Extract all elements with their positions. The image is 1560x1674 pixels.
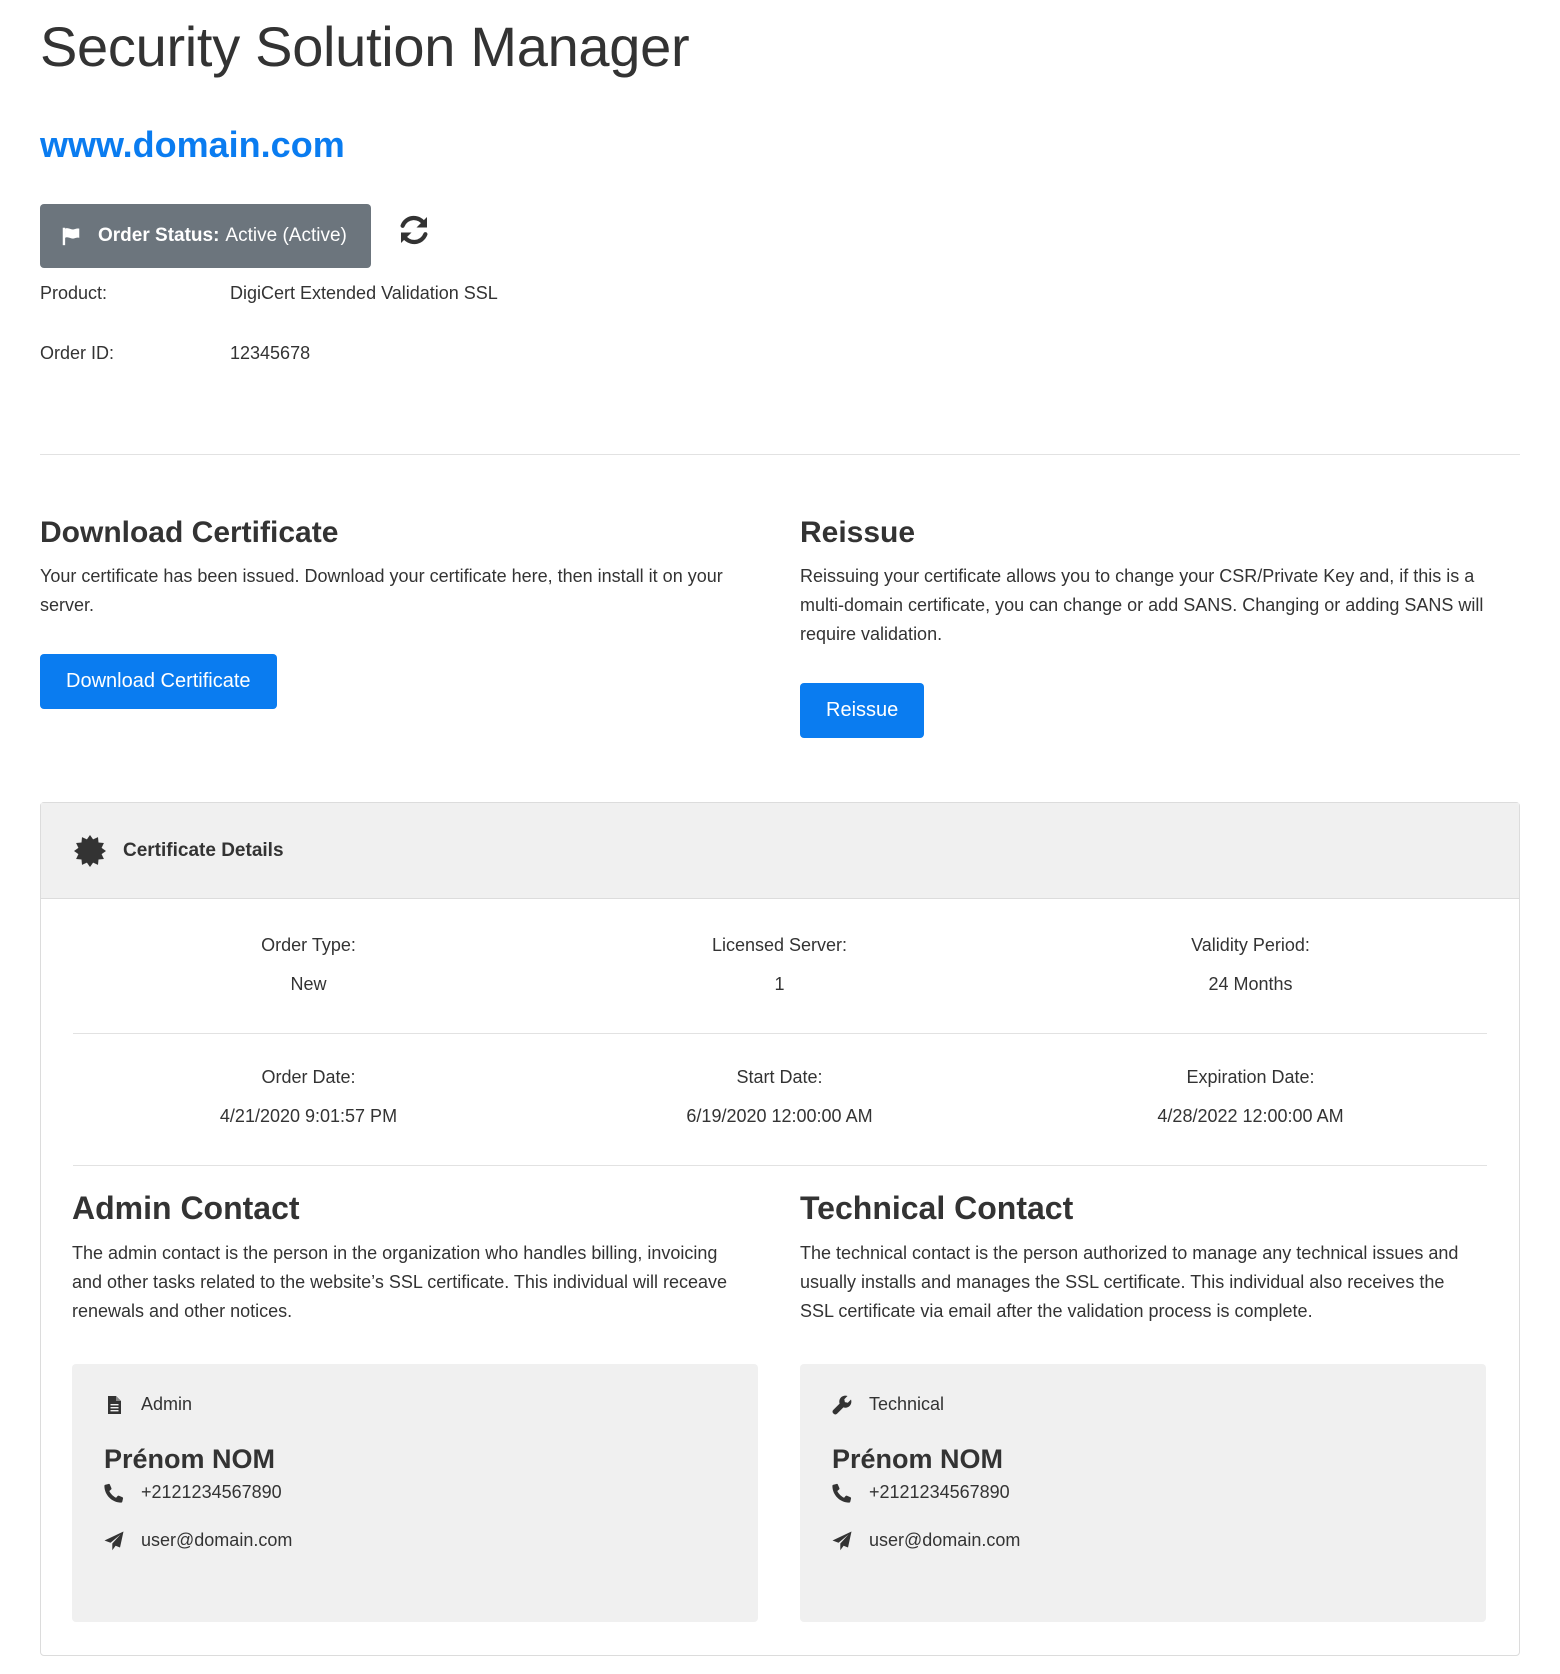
order-id-label: Order ID: — [40, 343, 115, 363]
admin-email-row — [104, 1530, 292, 1551]
product-label: Product: — [40, 283, 108, 303]
order-type-label: Order Type: — [261, 935, 356, 955]
admin-contact-name: Prénom NOM — [104, 1444, 276, 1474]
admin-role-row — [104, 1394, 192, 1415]
download-text: Your certificate has been issued. Download your certificate here, then install it on your server. — [40, 566, 723, 615]
order-id-value: 12345678 — [230, 343, 311, 363]
start-date-cell — [544, 1067, 1015, 1127]
technical-phone: +2121234567890 — [869, 1482, 1010, 1502]
details-divider — [73, 1165, 1487, 1166]
phone-icon — [832, 1483, 852, 1503]
reissue-text: Reissuing your certificate allows you to change your CSR/Private Key and, if this is a multi-domain certificate, you can change or add SANS. Changing or adding SANS will require validation. — [800, 566, 1484, 644]
download-certificate-section — [40, 516, 750, 709]
paper-plane-icon — [832, 1531, 852, 1551]
details-divider — [73, 1033, 1487, 1034]
validity-period-cell — [1015, 935, 1486, 995]
technical-contact-name: Prénom NOM — [832, 1444, 1004, 1474]
expiration-date-label: Expiration Date: — [1186, 1067, 1315, 1087]
start-date-label: Start Date: — [736, 1067, 823, 1087]
expiration-date-value: 4/28/2022 12:00:00 AM — [1157, 1106, 1344, 1126]
order-date-label: Order Date: — [261, 1067, 356, 1087]
reissue-heading: Reissue — [800, 516, 916, 549]
technical-email[interactable]: user@domain.com — [869, 1530, 1021, 1550]
expiration-date-cell — [1015, 1067, 1486, 1127]
certificate-details-title: Certificate Details — [123, 839, 284, 861]
licensed-server-value: 1 — [774, 974, 785, 994]
order-date-cell — [73, 1067, 544, 1127]
admin-role-label: Admin — [141, 1394, 193, 1414]
refresh-icon[interactable] — [394, 210, 434, 250]
licensed-server-label: Licensed Server: — [711, 935, 848, 955]
order-type-value: New — [290, 974, 327, 994]
download-heading: Download Certificate — [40, 516, 339, 549]
validity-period-value: 24 Months — [1208, 974, 1293, 994]
download-certificate-button[interactable]: Download Certificate — [40, 654, 277, 709]
start-date-value: 6/19/2020 12:00:00 AM — [686, 1106, 873, 1126]
technical-role-row — [832, 1394, 944, 1415]
technical-phone-row — [832, 1482, 1010, 1503]
admin-contact-section — [72, 1190, 752, 1326]
admin-contact-heading: Admin Contact — [72, 1190, 300, 1226]
details-row-2 — [73, 1067, 1487, 1167]
technical-contact-section — [800, 1190, 1480, 1326]
admin-phone-row — [104, 1482, 282, 1503]
page-title: Security Solution Manager — [40, 15, 690, 78]
certificate-icon — [73, 834, 107, 868]
validity-period-label: Validity Period: — [1191, 935, 1310, 955]
details-row-1 — [73, 935, 1487, 1035]
order-status-button[interactable] — [40, 204, 371, 268]
technical-role-label: Technical — [869, 1394, 945, 1414]
admin-email[interactable]: user@domain.com — [141, 1530, 293, 1550]
technical-contact-heading: Technical Contact — [800, 1190, 1074, 1226]
reissue-section — [800, 516, 1520, 738]
certificate-details-header — [41, 803, 1519, 899]
technical-contact-text: The technical contact is the person authorized to manage any technical issues and usually installs and manages the SSL certificate. This individual also receives the SSL certificate via email after the validation process is complete. — [800, 1243, 1459, 1321]
flag-icon — [60, 225, 82, 247]
licensed-server-cell — [544, 935, 1015, 995]
order-status-value: Active (Active) — [225, 225, 347, 246]
admin-contact-card — [72, 1364, 758, 1622]
admin-contact-text: The admin contact is the person in the organization who handles billing, invoicing and other tasks related to the website’s SSL certificate. This individual will receave renewals and other notices. — [72, 1243, 728, 1321]
order-status-label: Order Status: — [98, 225, 220, 246]
order-type-cell — [73, 935, 544, 995]
file-icon — [104, 1395, 124, 1415]
phone-icon — [104, 1483, 124, 1503]
domain-link[interactable]: www.domain.com — [40, 124, 345, 165]
technical-contact-card — [800, 1364, 1486, 1622]
divider — [40, 454, 1520, 455]
reissue-button[interactable]: Reissue — [800, 683, 924, 738]
wrench-icon — [832, 1395, 852, 1415]
product-value: DigiCert Extended Validation SSL — [230, 283, 498, 303]
order-date-value: 4/21/2020 9:01:57 PM — [219, 1106, 398, 1126]
technical-email-row — [832, 1530, 1020, 1551]
paper-plane-icon — [104, 1531, 124, 1551]
admin-phone: +2121234567890 — [141, 1482, 282, 1502]
